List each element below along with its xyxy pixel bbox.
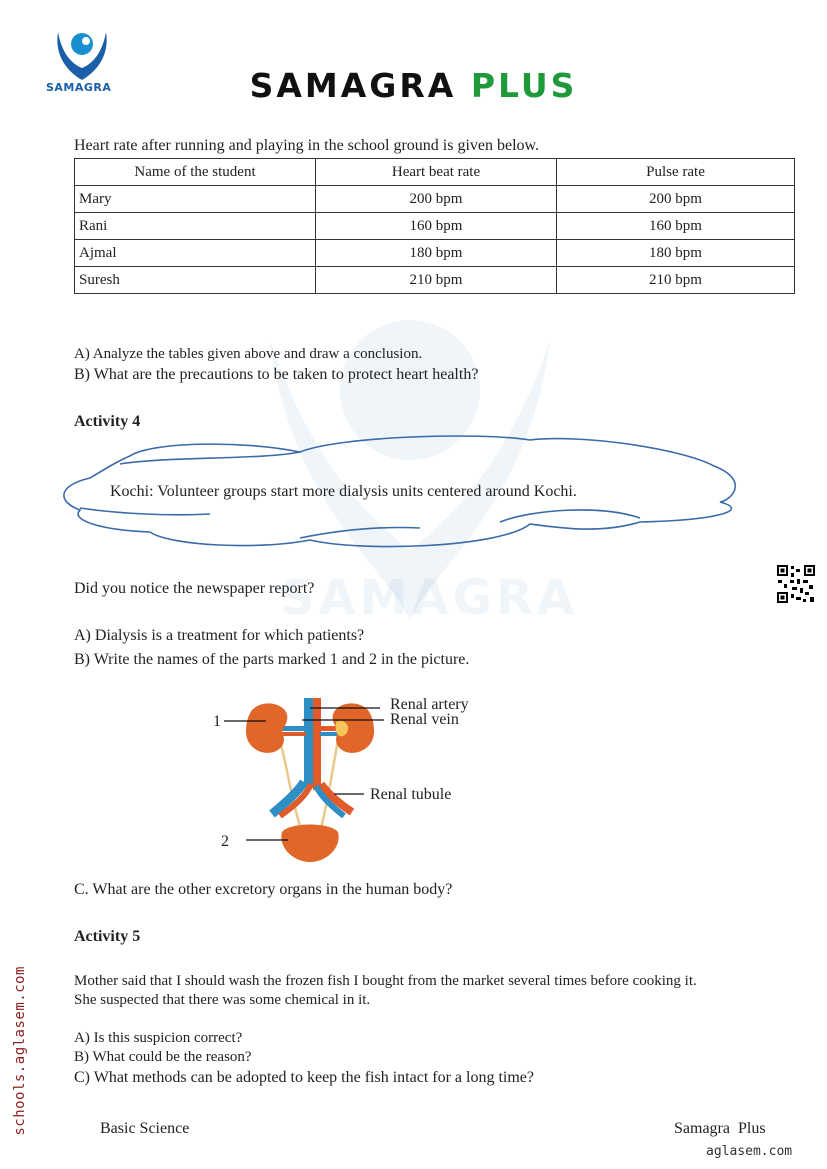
footer-brand: Samagra Plus [674, 1120, 766, 1137]
brand-word-plus: PLUS [470, 66, 578, 105]
question-a-suspicion: A) Is this suspicion correct? [74, 1030, 243, 1046]
heart-beat-cell: 210 bpm [316, 267, 557, 294]
heart-rate-table [74, 158, 795, 294]
watermark-text: SAMAGRA [280, 570, 579, 626]
table-row [75, 213, 795, 240]
heart-beat-cell: 180 bpm [316, 240, 557, 267]
activity-4-heading: Activity 4 [74, 413, 141, 430]
page-brand-title [0, 66, 827, 105]
heart-rate-intro: Heart rate after running and playing in the school ground is given below. [74, 137, 540, 154]
side-watermark [12, 966, 32, 1158]
question-b-precautions: B) What are the precautions to be taken to protect heart health? [74, 366, 479, 383]
student-name-cell: Ajmal [75, 240, 316, 267]
table-header-row [75, 159, 795, 186]
footer-site-link[interactable]: aglasem.com [706, 1144, 793, 1159]
qr-code-icon [776, 564, 816, 604]
table-row [75, 267, 795, 294]
newspaper-question: Did you notice the newspaper report? [74, 580, 315, 597]
diagram-mark-2: 2 [221, 833, 229, 850]
news-report-text: Kochi: Volunteer groups start more dialysis units centered around Kochi. [110, 483, 577, 500]
table-row [75, 186, 795, 213]
question-c-excretory: C. What are the other excretory organs in the human body? [74, 881, 453, 898]
question-c-methods: C) What methods can be adopted to keep the fish intact for a long time? [74, 1069, 535, 1086]
table-row [75, 240, 795, 267]
student-name-cell: Mary [75, 186, 316, 213]
heart-beat-cell: 160 bpm [316, 213, 557, 240]
logo-text: SAMAGRA [46, 81, 112, 94]
pulse-rate-cell: 210 bpm [557, 267, 795, 294]
question-a-dialysis: A) Dialysis is a treatment for which patients? [74, 627, 365, 644]
column-header: Pulse rate [557, 159, 795, 186]
label-renal-artery: Renal artery [390, 696, 469, 713]
footer-subject: Basic Science [100, 1120, 190, 1137]
question-a-analyze: A) Analyze the tables given above and draw a conclusion. [74, 346, 423, 362]
activity-5-line-2: She suspected that there was some chemical in it. [74, 992, 371, 1008]
column-header: Heart beat rate [316, 159, 557, 186]
pulse-rate-cell: 180 bpm [557, 240, 795, 267]
student-name-cell: Suresh [75, 267, 316, 294]
brand-word-samagra: SAMAGRA [249, 66, 457, 105]
question-b-reason: B) What could be the reason? [74, 1049, 252, 1065]
diagram-mark-1: 1 [213, 713, 221, 730]
label-renal-tubule: Renal tubule [370, 786, 452, 803]
activity-5-heading: Activity 5 [74, 928, 141, 945]
pulse-rate-cell: 200 bpm [557, 186, 795, 213]
pulse-rate-cell: 160 bpm [557, 213, 795, 240]
heart-beat-cell: 200 bpm [316, 186, 557, 213]
side-site-text: schools.aglasem.com [12, 966, 28, 1136]
label-renal-vein: Renal vein [390, 711, 459, 728]
activity-5-line-1: Mother said that I should wash the frozen fish I bought from the market several times before cooking it. [74, 973, 697, 989]
column-header: Name of the student [75, 159, 316, 186]
diagram-pointer-lines [224, 700, 384, 846]
question-b-parts: B) Write the names of the parts marked 1 and 2 in the picture. [74, 651, 470, 668]
student-name-cell: Rani [75, 213, 316, 240]
